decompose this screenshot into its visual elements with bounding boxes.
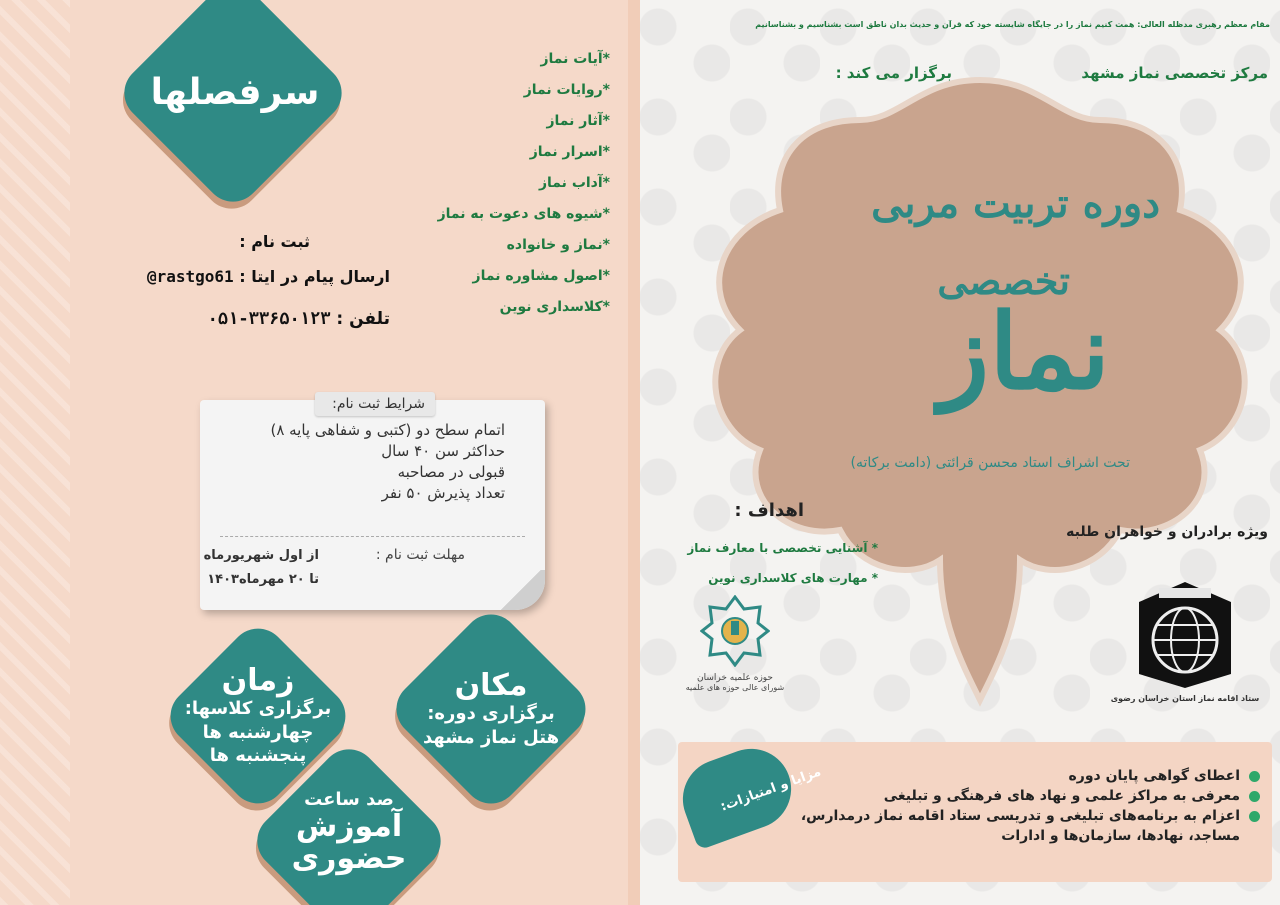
namaz-title: نماز: [939, 290, 1110, 413]
list-item: *کلاسداری نوین: [499, 299, 610, 315]
benefits-box: [678, 742, 1272, 882]
supervision-line: تحت اشراف استاد محسن قرائتی (دامت برکاته): [850, 455, 1130, 471]
list-item: * آشنایی تخصصی با معارف نماز: [687, 541, 878, 555]
list-item: اعزام به برنامه‌های تبلیغی و تدریسی ستاد اقامه نماز درمدارس، مساجد، نهادها، سازمان‌ها و ادارات: [800, 806, 1260, 846]
time-line2: چهارشنبه ها: [202, 721, 314, 743]
list-item: *نماز و خانواده: [506, 237, 610, 253]
list-item: معرفی به مراکز علمی و نهاد های فرهنگی و تبلیغی: [800, 786, 1260, 806]
hours-line2: آموزش: [295, 809, 403, 845]
right-panel: [640, 0, 1280, 905]
list-item: *شیوه های دعوت به نماز: [437, 206, 610, 222]
deadline-to: تا ۲۰ مهرماه۱۴۰۳: [207, 572, 319, 587]
seminary-logo: [680, 595, 790, 692]
benefits-list: [800, 766, 1260, 846]
place-line1: برگزاری دوره:: [427, 703, 555, 725]
list-item: *آیات نماز: [540, 51, 610, 67]
eitaa-id[interactable]: @rastgo61: [146, 267, 234, 286]
seminary-council-caption: شورای عالی حوزه های علمیه: [685, 683, 785, 692]
deadline-from: از اول شهریورماه: [203, 548, 319, 563]
seminary-emblem-icon: [700, 595, 770, 667]
list-item: *روایات نماز: [523, 82, 610, 98]
conditions-note: [200, 396, 545, 610]
hours-badge: [256, 748, 442, 905]
course-title: دوره تربیت مربی: [871, 180, 1160, 227]
list-item: *آثار نماز: [546, 113, 610, 129]
benefits-title: مزایا و امتیازات:: [718, 764, 824, 815]
center-name: مرکز تخصصی نماز مشهد: [1081, 64, 1268, 82]
kaaba-globe-icon: [1135, 580, 1235, 690]
conditions-list: [205, 420, 505, 504]
topics-list: [400, 48, 610, 327]
headquarters-caption: ستاد اقامه نماز استان خراسان رضوی: [1110, 694, 1260, 703]
leader-quote: مقام معظم رهبری مدظله العالی: همت کنیم نماز را در جایگاه شایسته خود که قرآن و حدیث بدان ناطق است بشناسیم و بشناسانیم: [755, 20, 1270, 29]
time-line3: پنجشنبه ها: [209, 745, 307, 767]
page-curl: [497, 570, 545, 610]
hours-line1: صد ساعت: [304, 789, 394, 810]
holds-label: برگزار می کند :: [835, 64, 952, 82]
divider: [220, 536, 525, 537]
phone-label: تلفن :: [336, 309, 390, 329]
seminary-caption: حوزه علمیه خراسان: [696, 673, 773, 683]
place-title: مکان: [454, 668, 528, 704]
list-item: قبولی در مصاحبه: [397, 463, 505, 481]
list-item: اعطای گواهی پایان دوره: [800, 766, 1260, 786]
registration-info: [110, 232, 390, 346]
topics-title: سرفصلها: [150, 72, 320, 113]
list-item: *اصول مشاوره نماز: [472, 268, 610, 284]
list-item: *آداب نماز: [538, 175, 610, 191]
list-item: تعداد پذیرش ۵۰ نفر: [381, 484, 505, 502]
time-title: زمان: [221, 663, 295, 699]
goals-list: [687, 538, 878, 598]
conditions-title: شرایط ثبت نام:: [332, 396, 425, 412]
eitaa-label: ارسال پیام در ایتا :: [239, 267, 390, 286]
place-line2: هتل نماز مشهد: [422, 726, 560, 748]
topics-badge: [140, 18, 330, 168]
list-item: حداکثر سن ۴۰ سال: [381, 442, 505, 460]
list-item: *اسرار نماز: [529, 144, 610, 160]
list-item: اتمام سطح دو (کتبی و شفاهی پایه ۸): [270, 421, 505, 439]
registration-title: ثبت نام :: [239, 232, 310, 251]
course-subtitle: تخصصی: [937, 258, 1070, 303]
phone-line: [110, 304, 390, 346]
goals-title: اهداف :: [734, 500, 804, 521]
audience-label: ویژه برادران و خواهران طلبه: [1066, 524, 1268, 540]
eitaa-line: [110, 262, 390, 304]
prayer-headquarters-logo: [1100, 580, 1270, 703]
deadline-label: مهلت ثبت نام :: [375, 547, 465, 563]
hours-line3: حضوری: [291, 840, 407, 876]
list-item: * مهارت های کلاسداری نوین: [708, 571, 878, 585]
time-line1: برگزاری کلاسها:: [184, 698, 332, 720]
phone-number[interactable]: ۰۵۱-۳۳۶۵۰۱۲۳: [207, 309, 331, 329]
